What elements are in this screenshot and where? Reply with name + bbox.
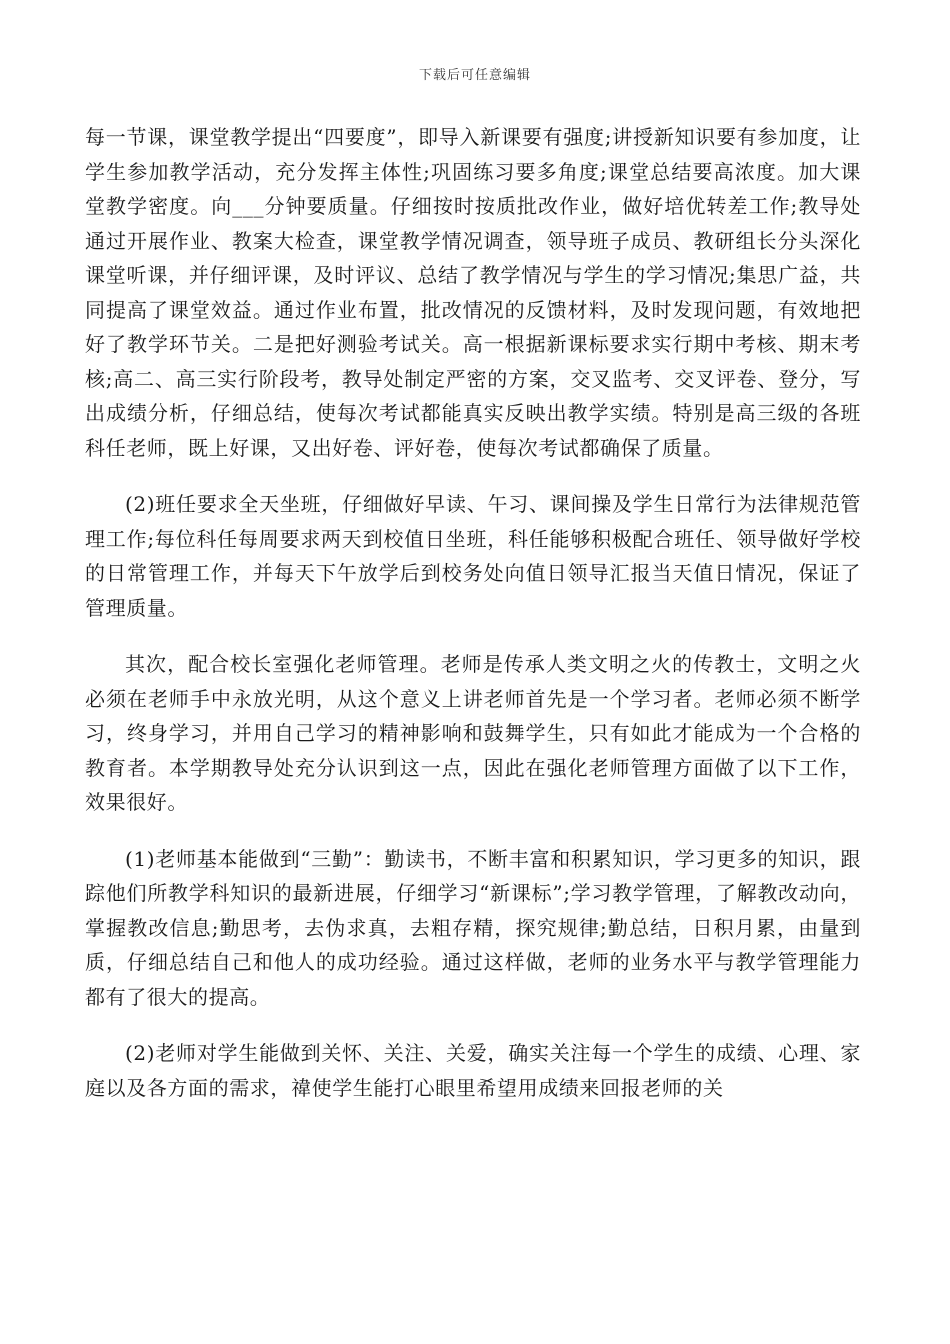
paragraph-student-care: (2)老师对学生能做到关怀、关注、关爱，确实关注每一个学生的成绩、心理、家庭以及各方面的需求，禕使学生能打心眼里希望用成绩来回报老师的关	[85, 1041, 861, 1100]
paragraph-three-diligences: (1)老师基本能做到“三勤”：勤读书，不断丰富和积累知识，学习更多的知识，跟踪他们所教学科知识的最新进展，仔细学习“新课标”;学习教学管理，了解教改动向，掌握教改信息;勤思考，去伪求真，去粗存精，探究规律;勤总结，日积月累，由量到质，仔细总结自己和他人的成功经验。通过这样做，老师的业务水平与教学管理能力都有了很大的提高。	[85, 846, 861, 1009]
paragraph-teaching-quality: 每一节课，课堂教学提出“四要度”，即导入新课要有强度;讲授新知识要有参加度，让学生参加教学活动，充分发挥主体性;巩固练习要多角度;课堂总结要高浓度。加大课堂教学密度。向___分钟要质量。仔细按时按质批改作业，做好培优转差工作;教导处通过开展作业、教案大检查，课堂教学情况调查，领导班子成员、教研组长分头深化课堂听课，并仔细评课，及时评议、总结了教学情况与学生的学习情况;集思广益，共同提高了课堂效益。通过作业布置，批改情况的反馈材料，及时发现问题，有效地把好了教学环节关。二是把好测验考试关。高一根据新课标要求实行期中考核、期末考核;高二、高三实行阶段考，教导处制定严密的方案，交叉监考、交叉评卷、登分，写出成绩分析，仔细总结，使每次考试都能真实反映出教学实绩。特别是高三级的各班科任老师，既上好课，又出好卷、评好卷，使每次考试都确保了质量。	[85, 125, 861, 460]
page-header-note: 下载后可任意编辑	[418, 68, 531, 83]
paragraph-teacher-management: 其次，配合校长室强化老师管理。老师是传承人类文明之火的传教士，文明之火必须在老师手中永放光明，从这个意义上讲老师首先是一个学习者。老师必须不断学习，终身学习，并用自己学习的精神影响和鼓舞学生，只有如此才能成为一个合格的教育者。本学期教导处充分认识到这一点，因此在强化老师管理方面做了以下工作，效果很好。	[85, 652, 861, 814]
paragraph-class-teacher-duty: (2)班任要求全天坐班，仔细做好早读、午习、课间操及学生日常行为法律规范管理工作;每位科任每周要求两天到校值日坐班，科任能够积极配合班任、领导做好学校的日常管理工作，并每天下午放学后到校务处向值日领导汇报当天值日情况，保证了管理质量。	[85, 492, 861, 620]
document-body	[85, 120, 861, 1105]
